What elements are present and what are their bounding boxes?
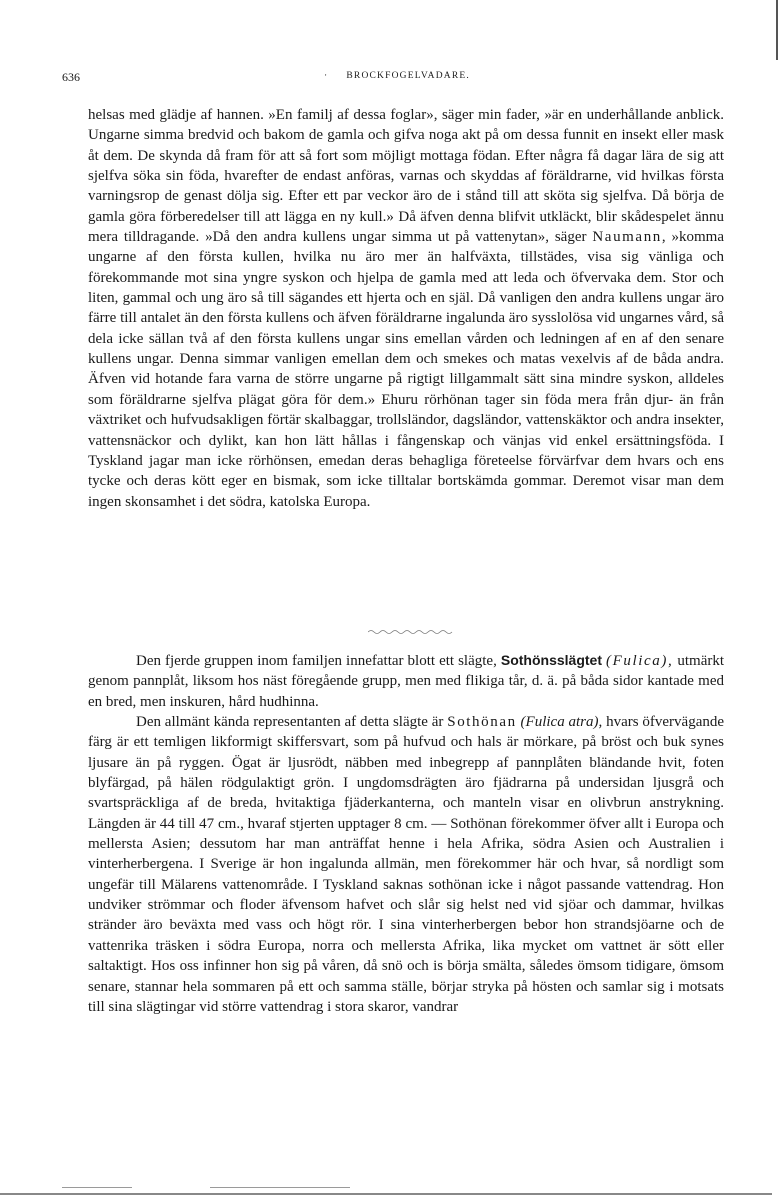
page-number: 636 xyxy=(62,70,80,84)
paragraph-2-text-a: Den fjerde gruppen inom familjen innefattar blott ett slägte, xyxy=(136,653,497,669)
scan-artifact-left xyxy=(62,1187,132,1188)
paragraph-continued xyxy=(88,105,724,512)
paragraph-sothonan xyxy=(88,712,724,1017)
paragraph-2-text-b: utmärkt genom pannplåt, liksom hos näst föregående grupp, men med flikiga tår, d. ä. på båda sidor kantade med en bred, men inskuren, hård hudhinna. xyxy=(88,653,725,710)
running-head-separator: · xyxy=(324,71,329,81)
scan-artifact-middle xyxy=(210,1187,350,1188)
paragraph-1-text-b: , »komma ungarne af den första kullen, hvilka nu äro mer än halfväxta, tillstädes, visa sig vänliga och förekommande mot sina yngre syskon och hjelpa de gamla med att leda och öfvervaka dem. Stor och liten, gammal och ung äro så till sägandes ett hjerta och en själ. Då vanligen den andra kullens ungar äro färre till antalet än den första kullens och äfven föräldrarne ingalunda äro sysslolösa vid ungarnes vård, så dela icke sällan två af den första kullens ungar sins emellan vården och ledningen af en af den senare kullens ungar. Denna simmar vanligen emellan dem och smekes och matas vexelvis af de båda andra. Äfven vid hotande fara varna de större ungarne på rigtigt lillgammalt sätt sina mindre syskon, alldeles som föräldrarne sjelfva plägat göra för dem.» Ehuru rörhönan tager sin föda mera från djur- än från växtriket och hufvudsakligen förtär skalbaggar, trollsländor, dagsländor, vattenskäktor och andra insekter, vattensnäckor och dylikt, kan hon lätt hållas i fångenskap och vänjas vid enkel ersättningsföda. I Tyskland jagar man icke rörhönsen, emedan deras behagliga företeelse förvärfvar dem hvars och ens tycke och deras kött eger en bismak, som icke tilltalar bortskämda gommar. Deremot visar man dem ingen skonsamhet i det södra, katolska Europa. xyxy=(88,229,724,510)
paragraph-3-text-b: hvars öfvervägande färg är ett temligen likformigt skiffersvart, som på hufvud och hals är mörkare, på bröst och buk synes ljusare än på ryggen. Ögat är ljusrödt, näbben med inbegrepp af pannplåten bländande hvit, foten blyfärgad, på hälen rödgulaktigt grön. I ungdomsdrägten äro fjädrarna på undersidan ljusgrå och svartspräckliga af de breda, hvitaktiga fjäderkanterna, och manteln visar en olivbrun anstrykning. Längden är 44 till 47 cm., hvaraf stjerten upptager 8 cm. — Sothönan förekommer öfver allt i Europa och mellersta Asien; dessutom har man anträffat henne i hela Afrika, södra Asien och Australien i vinterherbergena. I Sverige är hon ingalunda allmän, men förekommer här och hvar, så nordligt som ungefär till Mälarens vattenområde. I Tyskland saknas sothönan icke i något passande vattendrag. Hon undviker strömmar och floder äfvensom hafvet och slår sig helst ned vid sjöar och dammar, hvilkas stränder äro beväxta med vass och högt rör. I sina vinterherbergen bebor hon strandsjöarne och de vattenrika träsken i södra Europa, norra och mellersta Afrika, lika mycket om vattnet är sött eller saltaktigt. Hos oss infinner hon sig på våren, då snö och is börja smälta, således ömsom tidigare, ömsom senare, stannar hela sommaren på ett och samma ställe, börjar stryka på hösten och samlar sig i motsats till sina slägtingar vid större vattendrag i stora skaror, vandrar xyxy=(88,714,725,1015)
scan-edge-line xyxy=(776,0,778,60)
paragraph-fourth-group xyxy=(88,650,724,712)
common-name-sothonan: Sothönan xyxy=(447,714,517,731)
text-block-upper xyxy=(88,105,724,512)
running-head xyxy=(62,71,732,81)
scan-bottom-edge xyxy=(0,1193,772,1195)
page-header xyxy=(62,70,732,88)
running-head-title: BROCKFOGELVADARE. xyxy=(346,71,470,81)
latin-genus-name: (Fulica), xyxy=(606,653,674,669)
paragraph-3-text-a: Den allmänt kända representanten af detta slägte är xyxy=(136,714,444,731)
section-divider-ornament xyxy=(368,628,454,636)
author-name-naumann: Naumann xyxy=(592,229,662,246)
paragraph-1-text-a: helsas med glädje af hannen. »En familj af dessa foglar», säger min fader, »är en underhållande anblick. Ungarne simma bredvid och bakom de gamla och gifva noga akt på om dessa funnit en insekt eller mask åt dem. De skynda då fram för att så fort som möjligt mottaga födan. Efter några få dagar lära de sig att sjelfva söka sin föda, hvarefter de endast anföras, varnas och skyddas af föräldrarne, vid hvilkas första varningsrop de genast dölja sig. Efter ett par veckor äro de i stånd till att sköta sig sjelfva. Då börja de gamla göra förberedelser till att lägga en ny kull.» Då äfven denna blifvit utkläckt, blir skådespelet ännu mera tilldragande. »Då den andra kullens ungar simma ut på vattenytan», säger xyxy=(88,107,724,246)
genus-name-heading: Sothönsslägtet xyxy=(500,652,602,668)
text-block-lower xyxy=(88,650,724,1017)
latin-species-name: (Fulica atra), xyxy=(520,714,603,731)
